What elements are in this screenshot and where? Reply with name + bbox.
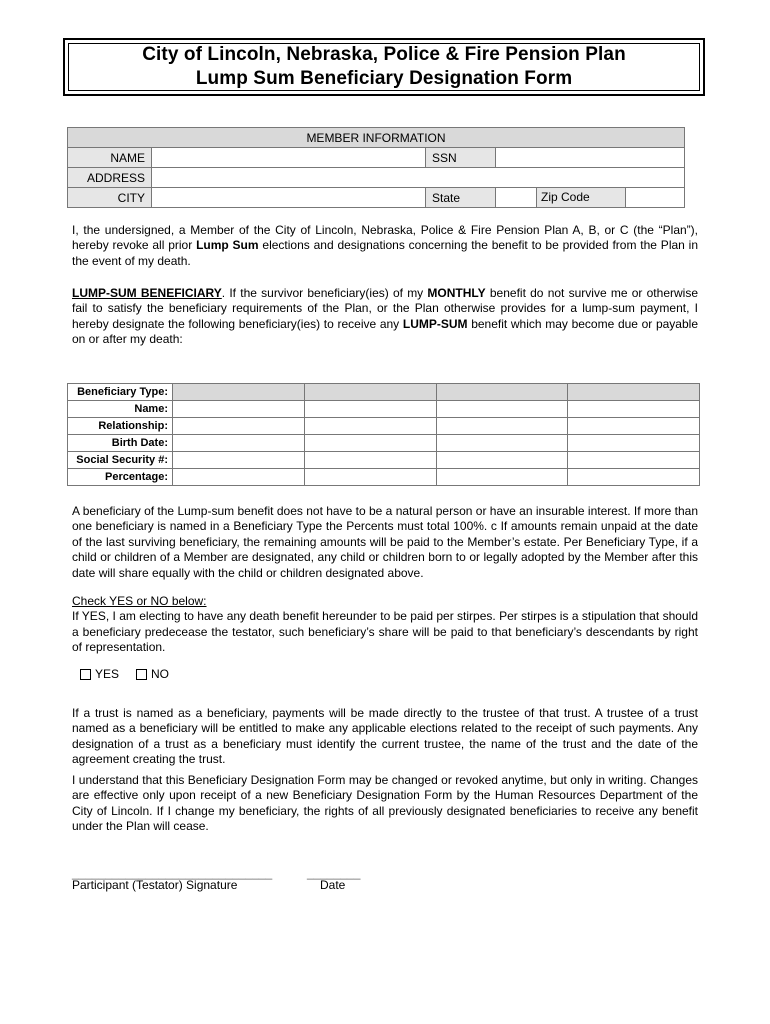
beneficiary-percentage-row [68, 469, 700, 486]
beneficiary-rules-paragraph: A beneficiary of the Lump-sum benefit does not have to be a natural person or have an insurable interest. If more than one beneficiary is named in a Beneficiary Type the Percents must total 100%. c If amounts remain unpaid at the date of the last surviving beneficiary, the remaining amounts will be paid to the Member’s estate. Per Beneficiary Type, if a child or children of a Member are designated, any child or children born to or legally adopted by the Member after this date will share equally with the child or children designated above. [72, 504, 698, 580]
state-label: State [426, 188, 496, 208]
form-title-box [63, 38, 705, 96]
beneficiary-percentage-cell[interactable] [304, 469, 436, 486]
beneficiary-birthdate-cell[interactable] [568, 435, 700, 452]
city-field[interactable] [152, 188, 426, 208]
signature-line[interactable]: ______________________________ [72, 866, 273, 880]
no-checkbox[interactable] [136, 667, 169, 681]
beneficiary-type-cell[interactable] [436, 384, 568, 401]
beneficiary-type-cell[interactable] [568, 384, 700, 401]
form-title-line2: Lump Sum Beneficiary Designation Form [195, 68, 573, 89]
address-label: ADDRESS [68, 168, 152, 188]
beneficiary-name-cell[interactable] [304, 401, 436, 418]
beneficiary-type-row [68, 384, 700, 401]
zip-field[interactable] [626, 188, 684, 207]
no-label: NO [151, 667, 169, 681]
form-title-line1: City of Lincoln, Nebraska, Police & Fire Pension Plan [142, 44, 626, 65]
beneficiary-percentage-label: Percentage: [68, 469, 173, 486]
name-field[interactable] [152, 148, 426, 168]
lump-sum-beneficiary-paragraph: LUMP-SUM BENEFICIARY. If the survivor beneficiary(ies) of my MONTHLY benefit do not survive me or otherwise fail to satisfy the beneficiary requirements of the Plan, or the Plan otherwise provides for a lump-sum payment, I hereby designate the following beneficiary(ies) to receive any LUMP-SUM benefit which may become due or payable on or after my death: [72, 286, 698, 347]
beneficiary-type-label: Beneficiary Type: [68, 384, 173, 401]
beneficiary-name-cell[interactable] [173, 401, 305, 418]
member-info-table [67, 127, 685, 208]
check-heading: Check YES or NO below: [72, 594, 207, 608]
beneficiary-relationship-cell[interactable] [568, 418, 700, 435]
beneficiary-ssn-cell[interactable] [436, 452, 568, 469]
member-info-header: MEMBER INFORMATION [68, 128, 685, 148]
beneficiary-relationship-cell[interactable] [304, 418, 436, 435]
beneficiary-ssn-cell[interactable] [173, 452, 305, 469]
zip-label: Zip Code [537, 188, 626, 207]
ssn-label: SSN [426, 148, 496, 168]
lump-sum-heading: LUMP-SUM BENEFICIARY [72, 286, 222, 300]
beneficiary-ssn-cell[interactable] [304, 452, 436, 469]
beneficiary-birthdate-cell[interactable] [173, 435, 305, 452]
beneficiary-ssn-row [68, 452, 700, 469]
signature-label: Participant (Testator) Signature [72, 878, 238, 892]
beneficiary-birthdate-row [68, 435, 700, 452]
beneficiary-name-cell[interactable] [568, 401, 700, 418]
beneficiary-percentage-cell[interactable] [568, 469, 700, 486]
yes-label: YES [95, 667, 120, 681]
date-line[interactable]: ________ [307, 866, 361, 880]
beneficiary-percentage-cell[interactable] [436, 469, 568, 486]
address-field[interactable] [152, 168, 685, 188]
no-checkbox-box[interactable] [136, 669, 147, 680]
beneficiary-name-label: Name: [68, 401, 173, 418]
yes-checkbox[interactable] [80, 667, 119, 681]
beneficiary-relationship-row [68, 418, 700, 435]
beneficiary-type-cell[interactable] [173, 384, 305, 401]
beneficiary-ssn-cell[interactable] [568, 452, 700, 469]
beneficiary-birthdate-cell[interactable] [436, 435, 568, 452]
revocation-paragraph: I, the undersigned, a Member of the City of Lincoln, Nebraska, Police & Fire Pension Plan A, B, or C (the “Plan”), hereby revoke all prior Lump Sum elections and designations concerning the benefit to be provided from the Plan in the event of my death. [72, 223, 699, 268]
beneficiary-name-cell[interactable] [436, 401, 568, 418]
trust-paragraph: If a trust is named as a beneficiary, payments will be made directly to the trustee of that trust. A trustee of a trust named as a beneficiary will be entitled to make any applicable elections related to the receipt of such payments. Any designation of a trust as a beneficiary must identify the current trustee, the name of the trust and the date of the agreement creating the trust. [72, 706, 698, 767]
beneficiary-birthdate-cell[interactable] [304, 435, 436, 452]
yes-checkbox-box[interactable] [80, 669, 91, 680]
city-label: CITY [68, 188, 152, 208]
beneficiary-relationship-label: Relationship: [68, 418, 173, 435]
date-label: Date [320, 878, 346, 892]
beneficiary-table [67, 383, 700, 486]
beneficiary-ssn-label: Social Security #: [68, 452, 173, 469]
per-stirpes-section [72, 594, 698, 656]
beneficiary-percentage-cell[interactable] [173, 469, 305, 486]
beneficiary-relationship-cell[interactable] [436, 418, 568, 435]
zip-cell[interactable] [537, 188, 685, 208]
state-field[interactable] [496, 188, 537, 208]
name-label: NAME [68, 148, 152, 168]
beneficiary-relationship-cell[interactable] [173, 418, 305, 435]
beneficiary-birthdate-label: Birth Date: [68, 435, 173, 452]
beneficiary-name-row [68, 401, 700, 418]
ssn-field[interactable] [496, 148, 685, 168]
per-stirpes-text: If YES, I am electing to have any death benefit hereunder to be paid per stirpes. Per stirpes is a stipulation that should a beneficiary predecease the testator, such beneficiary’s share will be paid to that beneficiary’s descendants by right of representation. [72, 609, 698, 655]
beneficiary-type-cell[interactable] [304, 384, 436, 401]
acknowledgement-paragraph: I understand that this Beneficiary Designation Form may be changed or revoked anytime, but only in writing. Changes are effective only upon receipt of a new Beneficiary Designation Form by the Human Resources Department of the City of Lincoln. If I change my beneficiary, the rights of all previously designated beneficiaries to receive any benefit under the Plan will cease. [72, 773, 698, 834]
